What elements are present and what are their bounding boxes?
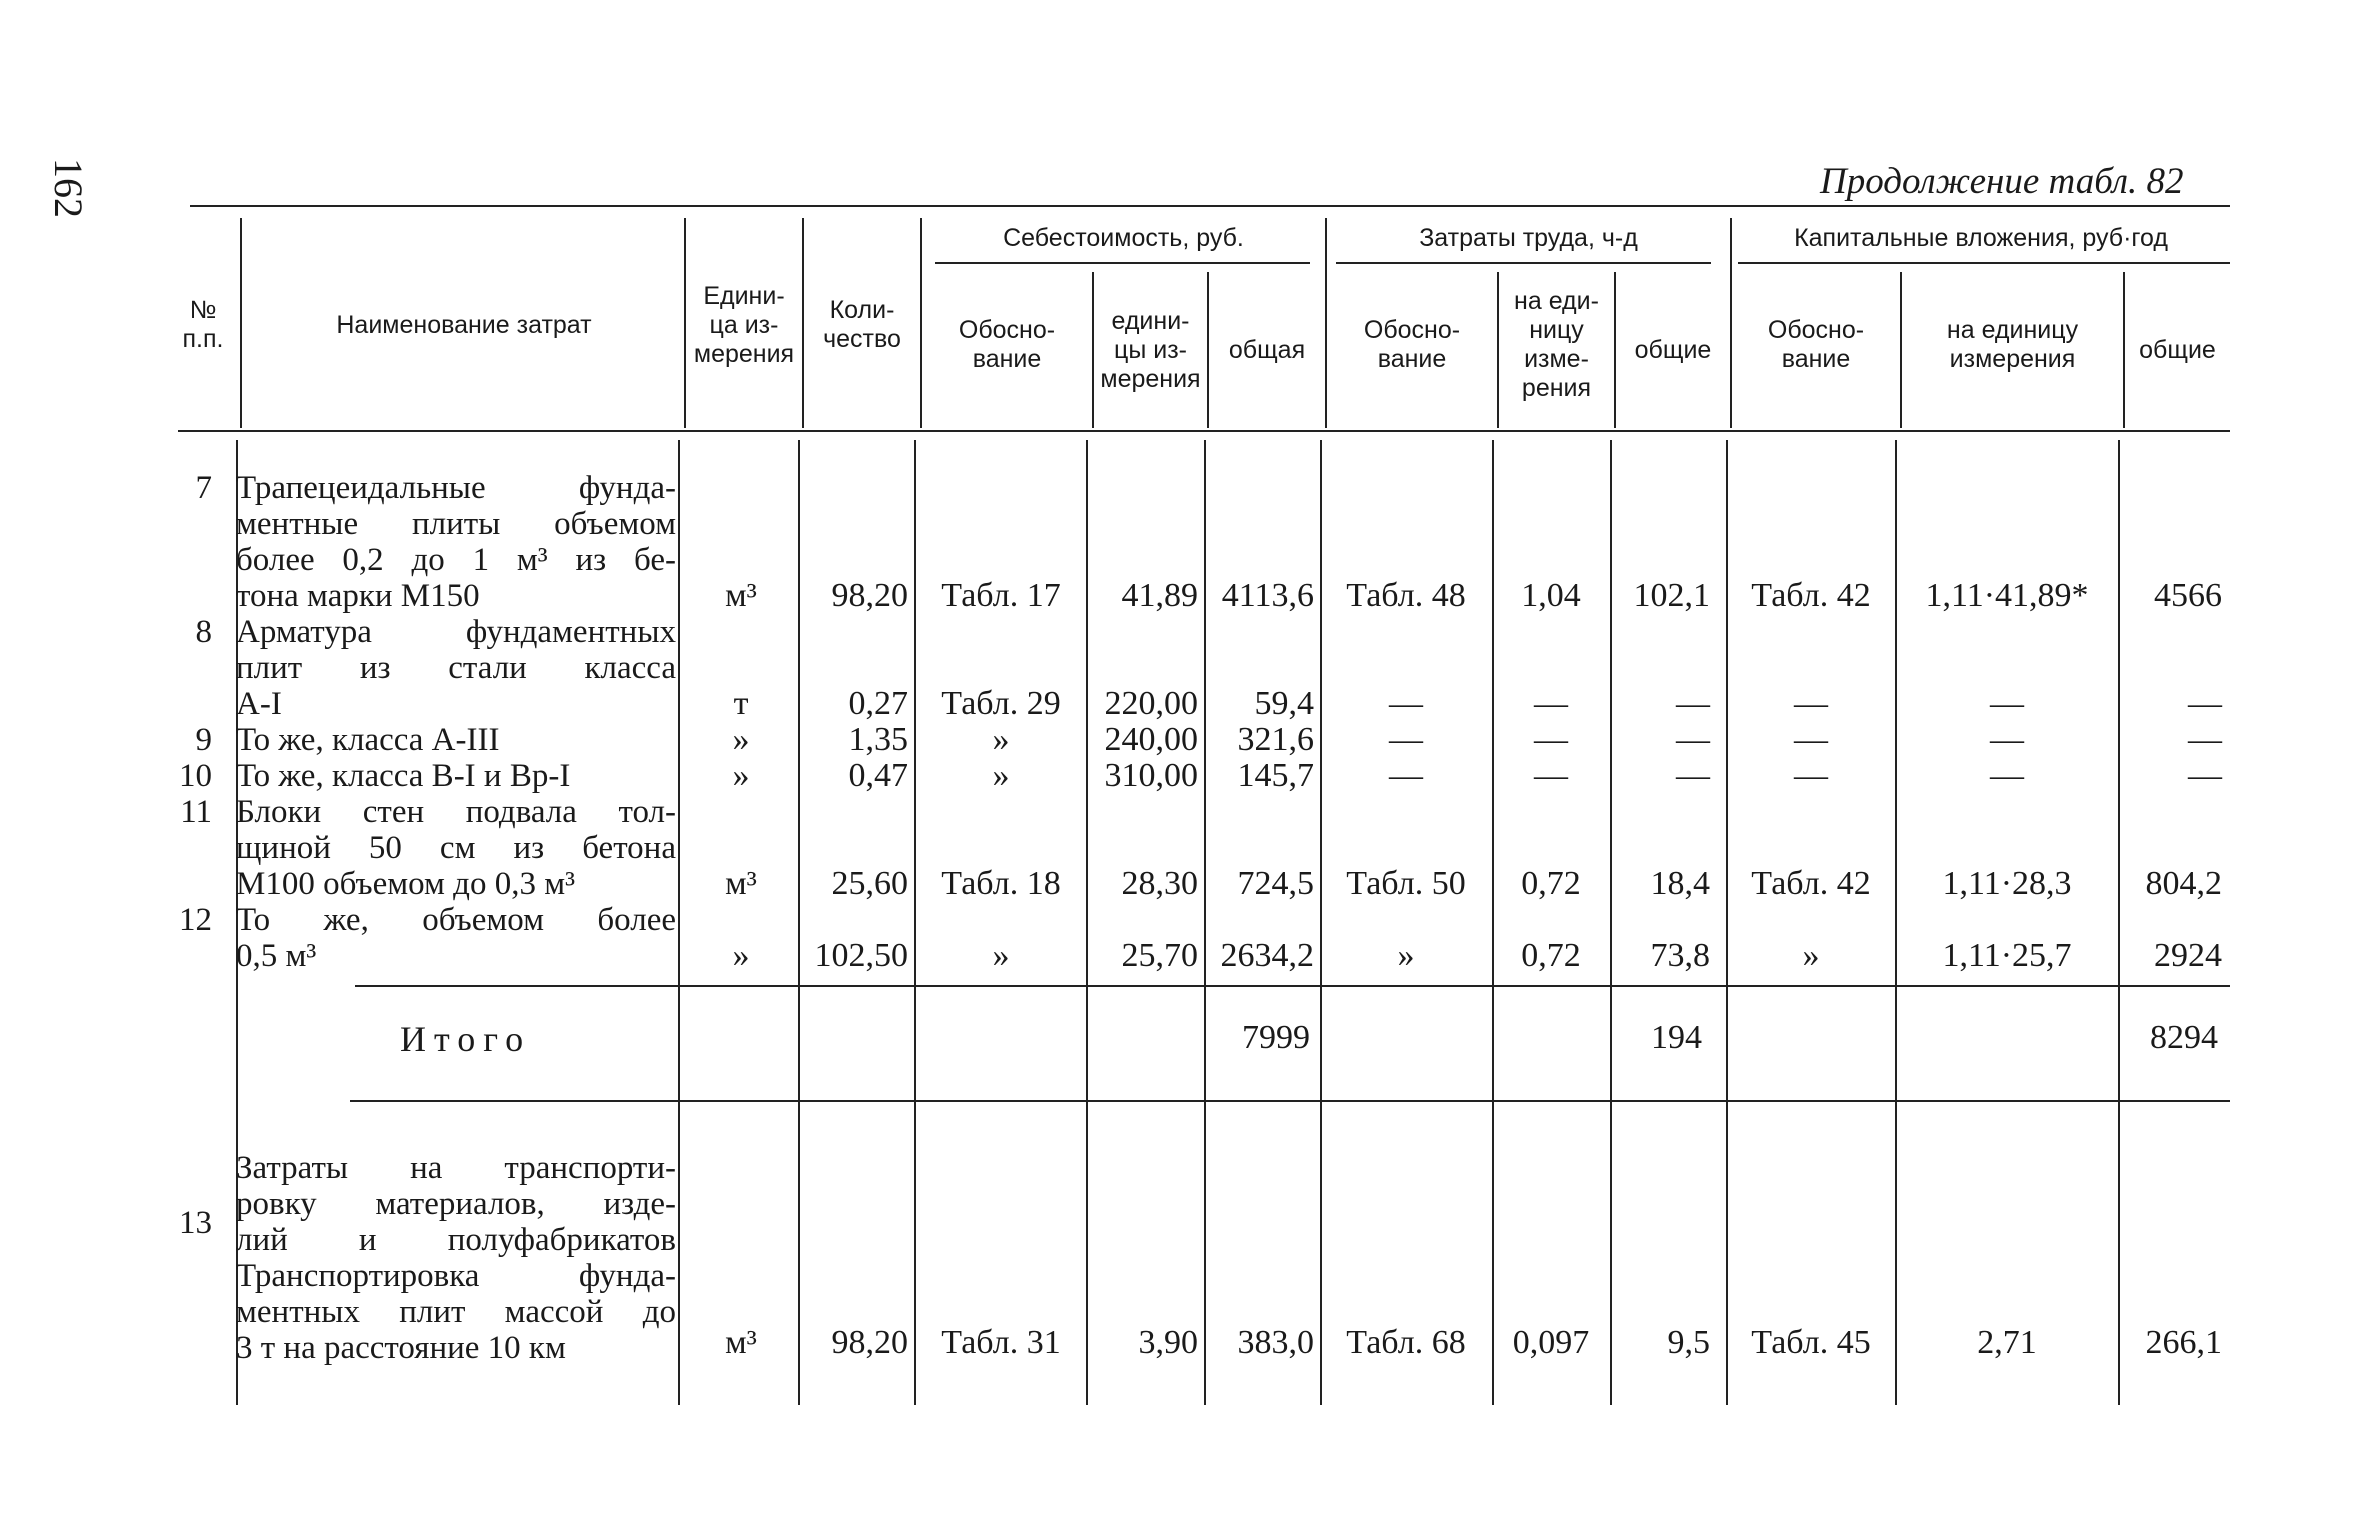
header-labor-group: Затраты труда, ч-д	[1419, 223, 1638, 252]
row-number: 7	[195, 470, 212, 506]
cell-capital-basis: »	[1802, 937, 1820, 974]
body-vline	[1492, 440, 1494, 1405]
cell-unit: м³	[725, 1324, 757, 1361]
cell-capital-unit: 1,11·41,89*	[1925, 577, 2089, 614]
row-name-line: ровку материалов, изде-	[236, 1186, 676, 1222]
row-name	[236, 614, 676, 722]
cell-labor-basis: Табл. 68	[1346, 1324, 1466, 1361]
body-vline	[914, 440, 916, 1405]
total-label: Итого	[400, 1019, 532, 1059]
cell-cost-basis: »	[992, 757, 1010, 794]
row-name	[236, 470, 676, 614]
cell-capital-unit: —	[1990, 685, 2024, 722]
header-name: Наименование затрат	[336, 310, 592, 339]
header-qty: Коли- чество	[823, 296, 901, 353]
cell-labor-basis: Табл. 48	[1346, 577, 1466, 614]
row-name-line: Арматура фундаментных	[236, 614, 676, 650]
row-name-line: ментные плиты объемом	[236, 506, 676, 542]
row-number: 12	[179, 902, 212, 938]
row-name-line: То же, объемом более	[236, 902, 676, 938]
row-name-line: 0,5 м³	[236, 938, 317, 974]
cell-labor-unit: 1,04	[1521, 577, 1581, 614]
cell-capital-basis: Табл. 45	[1751, 1324, 1871, 1361]
body-vline	[2118, 440, 2120, 1405]
row-name-line: М100 объемом до 0,3 м³	[236, 866, 575, 902]
cell-labor-basis: »	[1397, 937, 1415, 974]
row-name	[236, 722, 676, 758]
row-name-line: А-I	[236, 686, 282, 722]
cell-capital-basis: Табл. 42	[1751, 865, 1871, 902]
cell-cost-total: 145,7	[1237, 757, 1314, 794]
cell-cost-basis: »	[992, 721, 1010, 758]
cell-labor-unit: 0,097	[1512, 1324, 1590, 1361]
body-vline	[1610, 440, 1612, 1405]
cell-capital-basis: —	[1794, 721, 1828, 758]
total-bottom-rule	[350, 1100, 2230, 1102]
row-number: 9	[195, 722, 212, 758]
header-no: № п.п.	[182, 296, 224, 353]
header-bottom-rule	[178, 430, 2230, 432]
cell-labor-unit: —	[1534, 757, 1568, 794]
cell-capital-total: 4566	[2154, 577, 2222, 614]
cell-cost-basis: »	[992, 937, 1010, 974]
cell-cost-basis: Табл. 29	[941, 685, 1061, 722]
row-name-line: тона марки М150	[236, 578, 480, 614]
row-name-line: щиной 50 см из бетона	[236, 830, 676, 866]
row-name-line: То же, класса А-III	[236, 722, 500, 758]
cell-cost-unit: 25,70	[1121, 937, 1198, 974]
cell-qty: 0,47	[848, 757, 908, 794]
cell-labor-unit: —	[1534, 721, 1568, 758]
cell-labor-total: 18,4	[1650, 865, 1710, 902]
cell-unit: м³	[725, 865, 757, 902]
body-vline	[1204, 440, 1206, 1405]
header-cost-group: Себестоимость, руб.	[1003, 223, 1244, 252]
cell-unit: »	[732, 937, 750, 974]
header-labor-basis: Обосно- вание	[1363, 316, 1461, 373]
cell-qty: 0,27	[848, 685, 908, 722]
cell-unit: м³	[725, 577, 757, 614]
row-name-line: более 0,2 до 1 м³ из бе-	[236, 542, 676, 578]
labor-group-rule	[1336, 262, 1711, 264]
row-name-line: 3 т на расстояние 10 км	[236, 1330, 566, 1366]
cell-labor-total: —	[1676, 721, 1710, 758]
cell-qty: 102,50	[814, 937, 908, 974]
cell-capital-total: —	[2188, 685, 2222, 722]
row-number: 11	[180, 794, 212, 830]
cell-cost-unit: 240,00	[1104, 721, 1198, 758]
row-name-line: плит из стали класса	[236, 650, 676, 686]
page-number: 162	[46, 158, 91, 218]
header-cost-basis: Обосно- вание	[958, 316, 1056, 373]
header-cost-unit: едини- цы из- мерения	[1100, 306, 1201, 393]
cell-labor-unit: 0,72	[1521, 865, 1581, 902]
row-name-line: Трапецеидальные фунда-	[236, 470, 676, 506]
cell-capital-unit: —	[1990, 721, 2024, 758]
cell-cost-total: 4113,6	[1221, 577, 1314, 614]
total-capital: 8294	[2150, 1019, 2218, 1056]
top-rule	[190, 205, 2230, 207]
header-capital-basis: Обосно- вание	[1767, 316, 1865, 373]
cell-labor-basis: Табл. 50	[1346, 865, 1466, 902]
row-name-line: лий и полуфабрикатов	[236, 1222, 676, 1258]
cell-qty: 1,35	[848, 721, 908, 758]
cell-cost-unit: 310,00	[1104, 757, 1198, 794]
header-vline	[240, 218, 242, 428]
cell-capital-unit: 1,11·28,3	[1942, 865, 2072, 902]
cell-unit: т	[733, 685, 749, 722]
cell-cost-basis: Табл. 17	[941, 577, 1061, 614]
total-cost: 7999	[1242, 1019, 1310, 1056]
body-vline	[1726, 440, 1728, 1405]
body-vline	[798, 440, 800, 1405]
row-number: 8	[195, 614, 212, 650]
row-name	[236, 758, 676, 794]
total-top-rule	[355, 985, 2230, 987]
cell-labor-total: —	[1676, 757, 1710, 794]
cell-capital-total: —	[2188, 757, 2222, 794]
cell-labor-basis: —	[1389, 721, 1423, 758]
cell-cost-basis: Табл. 31	[941, 1324, 1061, 1361]
row-name-line: Затраты на транспорти-	[236, 1150, 676, 1186]
row-name	[236, 902, 676, 974]
cell-capital-unit: 1,11·25,7	[1942, 937, 2072, 974]
cell-labor-total: —	[1676, 685, 1710, 722]
cell-capital-total: 804,2	[2145, 865, 2222, 902]
cell-unit: »	[732, 721, 750, 758]
cell-cost-unit: 220,00	[1104, 685, 1198, 722]
cell-cost-total: 321,6	[1237, 721, 1314, 758]
cell-capital-unit: 2,71	[1977, 1324, 2037, 1361]
header-capital-total: общие	[2139, 335, 2216, 364]
cell-labor-basis: —	[1389, 685, 1423, 722]
cell-qty: 98,20	[831, 577, 908, 614]
row-name-line: Блоки стен подвала тол-	[236, 794, 676, 830]
capital-group-rule	[1738, 262, 2230, 264]
cell-cost-unit: 41,89	[1121, 577, 1198, 614]
header-unit: Едини- ца из- мерения	[693, 281, 795, 368]
cell-cost-total: 2634,2	[1220, 937, 1314, 974]
cell-labor-total: 73,8	[1650, 937, 1710, 974]
cell-labor-total: 102,1	[1633, 577, 1710, 614]
cell-labor-basis: —	[1389, 757, 1423, 794]
cell-labor-unit: 0,72	[1521, 937, 1581, 974]
row-name-line: ментных плит массой до	[236, 1294, 676, 1330]
cell-capital-basis: Табл. 42	[1751, 577, 1871, 614]
body-vline	[1086, 440, 1088, 1405]
header-labor-total: общие	[1634, 335, 1712, 364]
cell-qty: 25,60	[831, 865, 908, 902]
cell-cost-unit: 3,90	[1138, 1324, 1198, 1361]
row-name-line: Транспортировка фунда-	[236, 1258, 676, 1294]
cell-unit: »	[732, 757, 750, 794]
cell-capital-total: 2924	[2154, 937, 2222, 974]
body-vline	[1320, 440, 1322, 1405]
body-vline	[1895, 440, 1897, 1405]
row-name	[236, 1150, 676, 1366]
cost-group-rule	[935, 262, 1310, 264]
row-number: 13	[179, 1205, 212, 1241]
cell-cost-total: 724,5	[1237, 865, 1314, 902]
cell-capital-basis: —	[1794, 685, 1828, 722]
cell-cost-total: 59,4	[1254, 685, 1314, 722]
cell-capital-total: 266,1	[2145, 1324, 2222, 1361]
cell-cost-total: 383,0	[1237, 1324, 1314, 1361]
header-capital-unit: на единицу измерения	[1946, 316, 2079, 373]
header-capital-group: Капитальные вложения, руб·год	[1794, 223, 2168, 252]
row-number: 10	[179, 758, 212, 794]
cell-labor-total: 9,5	[1667, 1324, 1710, 1361]
cell-capital-unit: —	[1990, 757, 2024, 794]
cell-cost-unit: 28,30	[1121, 865, 1198, 902]
cell-capital-total: —	[2188, 721, 2222, 758]
cell-capital-basis: —	[1794, 757, 1828, 794]
total-labor: 194	[1651, 1019, 1702, 1056]
cell-cost-basis: Табл. 18	[941, 865, 1061, 902]
cell-labor-unit: —	[1534, 685, 1568, 722]
table-caption: Продолжение табл. 82	[1820, 161, 2184, 202]
row-name	[236, 794, 676, 902]
row-name-line: То же, класса В-I и Вр-I	[236, 758, 571, 794]
cell-qty: 98,20	[831, 1324, 908, 1361]
header-labor-unit: на еди- ницу изме- рения	[1514, 287, 1599, 402]
header-cost-total: общая	[1228, 335, 1306, 364]
body-vline	[678, 440, 680, 1405]
